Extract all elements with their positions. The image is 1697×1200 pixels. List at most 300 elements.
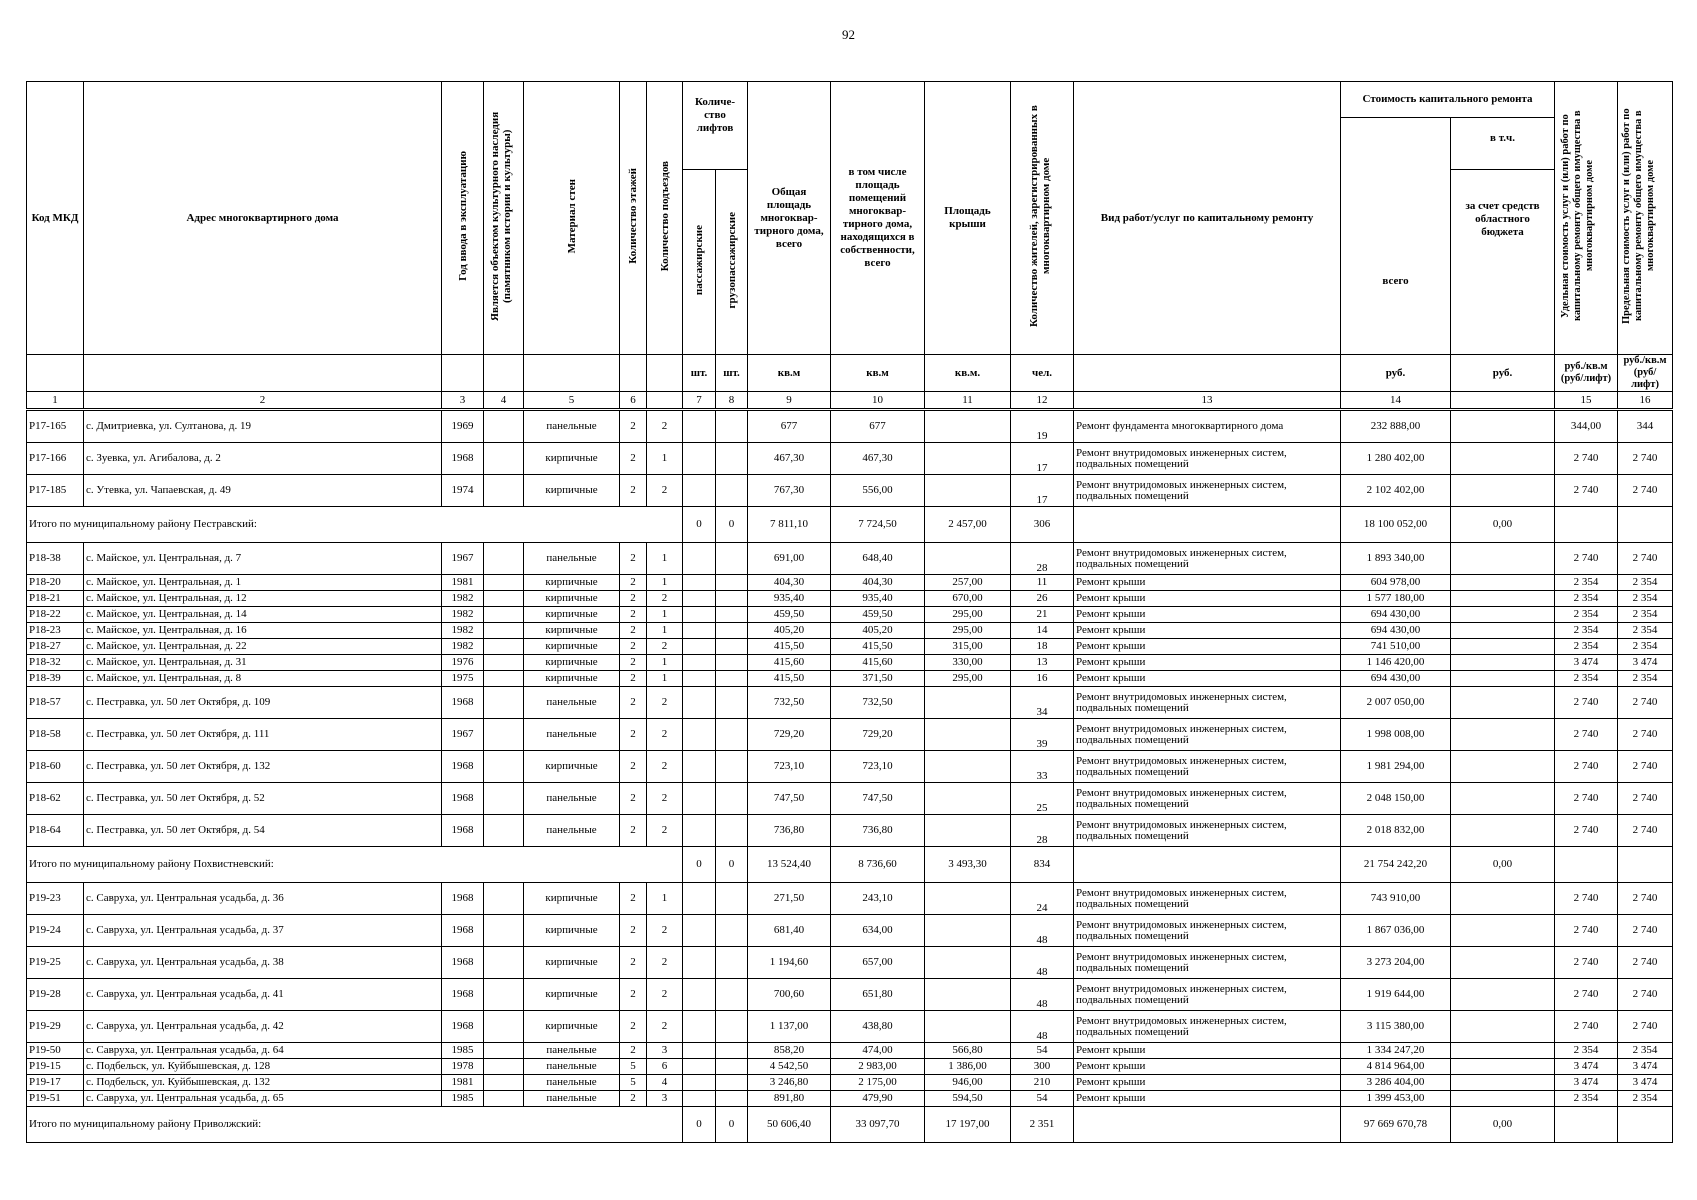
work-type: Ремонт внутридомовых инженерных систем, подвальных помещений: [1074, 687, 1341, 719]
unit-cost-cell: 2 740: [1555, 783, 1618, 815]
cost-cell: 2 048 150,00: [1341, 783, 1451, 815]
table-row: [27, 623, 1673, 639]
residents-cell: 48: [1011, 979, 1074, 1011]
column-number: 12: [1011, 392, 1074, 410]
unit-unit-cost: руб./кв.м (руб/лифт): [1555, 355, 1618, 392]
cost-cell: 1 334 247,20: [1341, 1043, 1451, 1059]
year-cell: 1968: [442, 687, 484, 719]
entrances-cell: 2: [647, 783, 683, 815]
unit-lifts-cargo: шт.: [716, 355, 748, 392]
mkd-code: Р19-50: [27, 1043, 84, 1059]
year-cell: 1985: [442, 1091, 484, 1107]
unit-max-cost: руб./кв.м (руб/лифт): [1618, 355, 1673, 392]
mkd-address: с. Майское, ул. Центральная, д. 16: [84, 623, 442, 639]
wall-material: кирпичные: [524, 475, 620, 507]
year-cell: 1985: [442, 1043, 484, 1059]
floors-cell: 2: [620, 543, 647, 575]
residents-cell: 33: [1011, 751, 1074, 783]
entrances-cell: 4: [647, 1075, 683, 1091]
entrances-cell: 6: [647, 1059, 683, 1075]
entrances-cell: 2: [647, 475, 683, 507]
mkd-address: с. Майское, ул. Центральная, д. 12: [84, 591, 442, 607]
work-type: Ремонт внутридомовых инженерных систем, подвальных помещений: [1074, 815, 1341, 847]
roof-area-cell: [925, 543, 1011, 575]
unit-cost-cell: 3 474: [1555, 655, 1618, 671]
wall-material: панельные: [524, 1059, 620, 1075]
lifts-cargo-cell: [716, 783, 748, 815]
year-cell: 1981: [442, 575, 484, 591]
max-cost-cell: 2 354: [1618, 671, 1673, 687]
work-type: Ремонт крыши: [1074, 1091, 1341, 1107]
max-cost-cell: 2 354: [1618, 1043, 1673, 1059]
unit-cost-cell: 2 354: [1555, 1043, 1618, 1059]
table-row: [27, 947, 1673, 979]
max-cost-cell: 2 740: [1618, 979, 1673, 1011]
lifts-cargo-cell: [716, 1075, 748, 1091]
regional-cost-cell: [1451, 575, 1555, 591]
lifts-cargo-cell: [716, 947, 748, 979]
wall-material: панельные: [524, 815, 620, 847]
wall-material: панельные: [524, 543, 620, 575]
year-cell: 1967: [442, 543, 484, 575]
total-residents: 306: [1011, 507, 1074, 543]
max-cost-cell: 3 474: [1618, 1059, 1673, 1075]
mkd-code: Р19-28: [27, 979, 84, 1011]
roof-area-cell: 295,00: [925, 671, 1011, 687]
wall-material: кирпичные: [524, 575, 620, 591]
wall-material: панельные: [524, 687, 620, 719]
total-area-cell: 415,50: [748, 671, 831, 687]
max-cost-cell: 2 740: [1618, 815, 1673, 847]
header-entrances: Количество подъездов: [658, 160, 671, 272]
table-row: [27, 783, 1673, 815]
unit-cost-cell: 2 354: [1555, 671, 1618, 687]
wall-material: кирпичные: [524, 1011, 620, 1043]
entrances-cell: 1: [647, 623, 683, 639]
lifts-pass-cell: [683, 815, 716, 847]
year-cell: 1967: [442, 719, 484, 751]
cost-cell: 1 893 340,00: [1341, 543, 1451, 575]
mkd-code: Р19-17: [27, 1075, 84, 1091]
entrances-cell: 2: [647, 915, 683, 947]
column-number: 7: [683, 392, 716, 410]
res-area-cell: 648,40: [831, 543, 925, 575]
header-lifts: Количе-ство лифтов: [683, 82, 748, 170]
heritage-cell: [484, 815, 524, 847]
max-cost-cell: 2 354: [1618, 1091, 1673, 1107]
heritage-cell: [484, 915, 524, 947]
wall-material: панельные: [524, 1091, 620, 1107]
total-area-cell: 1 194,60: [748, 947, 831, 979]
unit-cost-cell: 2 740: [1555, 815, 1618, 847]
mkd-code: Р19-15: [27, 1059, 84, 1075]
lifts-cargo-cell: [716, 655, 748, 671]
mkd-address: с. Майское, ул. Центральная, д. 14: [84, 607, 442, 623]
column-number: 4: [484, 392, 524, 410]
mkd-address: с. Савруха, ул. Центральная усадьба, д. 42: [84, 1011, 442, 1043]
table-row: [27, 815, 1673, 847]
cost-cell: 2 018 832,00: [1341, 815, 1451, 847]
header-address: Адрес многоквартирного дома: [84, 82, 442, 355]
entrances-cell: 2: [647, 591, 683, 607]
year-cell: 1982: [442, 607, 484, 623]
total-lifts-cargo: 0: [716, 847, 748, 883]
lifts-pass-cell: [683, 1091, 716, 1107]
unit-cost-cell: 2 354: [1555, 639, 1618, 655]
district-total-label: Итого по муниципальному району Похвистневский:: [27, 847, 683, 883]
total-lifts-cargo: 0: [716, 507, 748, 543]
mkd-address: с. Майское, ул. Центральная, д. 8: [84, 671, 442, 687]
heritage-cell: [484, 607, 524, 623]
mkd-code: Р18-60: [27, 751, 84, 783]
floors-cell: 2: [620, 783, 647, 815]
regional-cost-cell: [1451, 815, 1555, 847]
mkd-address: с. Савруха, ул. Центральная усадьба, д. 37: [84, 915, 442, 947]
work-type: Ремонт крыши: [1074, 623, 1341, 639]
total-area-cell: 415,60: [748, 655, 831, 671]
floors-cell: 2: [620, 751, 647, 783]
cost-cell: 694 430,00: [1341, 607, 1451, 623]
floors-cell: 2: [620, 410, 647, 443]
residents-cell: 54: [1011, 1091, 1074, 1107]
table-row: [27, 1091, 1673, 1107]
lifts-pass-cell: [683, 543, 716, 575]
header-year: Год ввода в эксплуатацию: [456, 151, 469, 281]
empty-cell: [1555, 507, 1618, 543]
year-cell: 1982: [442, 591, 484, 607]
cost-cell: 1 867 036,00: [1341, 915, 1451, 947]
entrances-cell: 1: [647, 443, 683, 475]
year-cell: 1968: [442, 443, 484, 475]
column-number: 5: [524, 392, 620, 410]
work-type: Ремонт внутридомовых инженерных систем, подвальных помещений: [1074, 719, 1341, 751]
entrances-cell: 2: [647, 1011, 683, 1043]
mkd-address: с. Савруха, ул. Центральная усадьба, д. 65: [84, 1091, 442, 1107]
entrances-cell: 2: [647, 719, 683, 751]
mkd-address: с. Подбельск, ул. Куйбышевская, д. 128: [84, 1059, 442, 1075]
year-cell: 1975: [442, 671, 484, 687]
regional-cost-cell: [1451, 475, 1555, 507]
unit-cost-cell: 2 740: [1555, 947, 1618, 979]
work-type: Ремонт внутридомовых инженерных систем, подвальных помещений: [1074, 443, 1341, 475]
max-cost-cell: 2 740: [1618, 915, 1673, 947]
regional-cost-cell: [1451, 607, 1555, 623]
floors-cell: 2: [620, 687, 647, 719]
residents-cell: 17: [1011, 443, 1074, 475]
mkd-code: Р18-23: [27, 623, 84, 639]
unit-cost-cell: 2 740: [1555, 979, 1618, 1011]
heritage-cell: [484, 783, 524, 815]
year-cell: 1982: [442, 639, 484, 655]
unit-cost-cell: 2 354: [1555, 623, 1618, 639]
cost-cell: 3 115 380,00: [1341, 1011, 1451, 1043]
lifts-cargo-cell: [716, 815, 748, 847]
unit-cost-cell: 2 354: [1555, 575, 1618, 591]
max-cost-cell: 2 740: [1618, 883, 1673, 915]
work-type: Ремонт внутридомовых инженерных систем, подвальных помещений: [1074, 783, 1341, 815]
year-cell: 1968: [442, 1011, 484, 1043]
lifts-cargo-cell: [716, 1043, 748, 1059]
district-total-label: Итого по муниципальному району Приволжский:: [27, 1107, 683, 1143]
mkd-code: Р18-64: [27, 815, 84, 847]
lifts-pass-cell: [683, 883, 716, 915]
heritage-cell: [484, 751, 524, 783]
lifts-cargo-cell: [716, 751, 748, 783]
lifts-cargo-cell: [716, 410, 748, 443]
roof-area-cell: [925, 915, 1011, 947]
year-cell: 1981: [442, 1075, 484, 1091]
lifts-pass-cell: [683, 607, 716, 623]
total-lifts-pass: 0: [683, 847, 716, 883]
heritage-cell: [484, 883, 524, 915]
residents-cell: 16: [1011, 671, 1074, 687]
cost-cell: 743 910,00: [1341, 883, 1451, 915]
max-cost-cell: 2 740: [1618, 783, 1673, 815]
header-lifts-pass: пассажирские: [693, 224, 705, 296]
heritage-cell: [484, 475, 524, 507]
res-area-cell: 556,00: [831, 475, 925, 507]
entrances-cell: 2: [647, 410, 683, 443]
floors-cell: 2: [620, 623, 647, 639]
total-area-cell: 729,20: [748, 719, 831, 751]
unit-cost-total: руб.: [1341, 355, 1451, 392]
unit-cost-cell: 2 740: [1555, 475, 1618, 507]
column-number: 13: [1074, 392, 1341, 410]
mkd-address: с. Майское, ул. Центральная, д. 7: [84, 543, 442, 575]
residents-cell: 48: [1011, 915, 1074, 947]
entrances-cell: 3: [647, 1043, 683, 1059]
table-body: [27, 410, 1673, 1143]
entrances-cell: 2: [647, 947, 683, 979]
roof-area-cell: 594,50: [925, 1091, 1011, 1107]
regional-cost-cell: [1451, 915, 1555, 947]
total-area-cell: 404,30: [748, 575, 831, 591]
mkd-address: с. Пестравка, ул. 50 лет Октября, д. 111: [84, 719, 442, 751]
header-work: Вид работ/услуг по капитальному ремонту: [1074, 82, 1341, 355]
table-row: [27, 655, 1673, 671]
res-area-cell: 732,50: [831, 687, 925, 719]
regional-cost-cell: [1451, 751, 1555, 783]
cost-cell: 2 102 402,00: [1341, 475, 1451, 507]
wall-material: кирпичные: [524, 639, 620, 655]
mkd-code: Р17-165: [27, 410, 84, 443]
header-lifts-cargo: грузопассажирские: [725, 211, 738, 309]
total-area-cell: 467,30: [748, 443, 831, 475]
work-type: Ремонт крыши: [1074, 607, 1341, 623]
table-row: [27, 1075, 1673, 1091]
unit-roof-area: кв.м.: [925, 355, 1011, 392]
total-area-cell: 271,50: [748, 883, 831, 915]
cost-cell: 3 273 204,00: [1341, 947, 1451, 979]
residents-cell: 26: [1011, 591, 1074, 607]
regional-cost-cell: [1451, 1011, 1555, 1043]
lifts-cargo-cell: [716, 443, 748, 475]
floors-cell: 2: [620, 979, 647, 1011]
mkd-address: с. Савруха, ул. Центральная усадьба, д. 41: [84, 979, 442, 1011]
lifts-cargo-cell: [716, 639, 748, 655]
total-res-area: 8 736,60: [831, 847, 925, 883]
res-area-cell: 415,60: [831, 655, 925, 671]
res-area-cell: 651,80: [831, 979, 925, 1011]
mkd-address: с. Савруха, ул. Центральная усадьба, д. 64: [84, 1043, 442, 1059]
mkd-address: с. Пестравка, ул. 50 лет Октября, д. 54: [84, 815, 442, 847]
roof-area-cell: 1 386,00: [925, 1059, 1011, 1075]
lifts-pass-cell: [683, 1011, 716, 1043]
roof-area-cell: 295,00: [925, 623, 1011, 639]
lifts-pass-cell: [683, 979, 716, 1011]
floors-cell: 2: [620, 1043, 647, 1059]
res-area-cell: 405,20: [831, 623, 925, 639]
wall-material: панельные: [524, 783, 620, 815]
roof-area-cell: [925, 783, 1011, 815]
wall-material: панельные: [524, 1075, 620, 1091]
res-area-cell: 677: [831, 410, 925, 443]
lifts-pass-cell: [683, 1075, 716, 1091]
total-area-cell: 723,10: [748, 751, 831, 783]
year-cell: 1968: [442, 883, 484, 915]
total-regional-cost: 0,00: [1451, 847, 1555, 883]
cost-cell: 1 998 008,00: [1341, 719, 1451, 751]
column-number: 2: [84, 392, 442, 410]
total-area-cell: 415,50: [748, 639, 831, 655]
unit-cost-regional: руб.: [1451, 355, 1555, 392]
header-total-area: Общая площадь многоквар-тирного дома, всего: [748, 82, 831, 355]
empty-cell: [1074, 507, 1341, 543]
total-area-cell: 4 542,50: [748, 1059, 831, 1075]
roof-area-cell: [925, 751, 1011, 783]
table-row: [27, 915, 1673, 947]
unit-cost-cell: 2 740: [1555, 443, 1618, 475]
total-area-cell: 459,50: [748, 607, 831, 623]
column-number: 3: [442, 392, 484, 410]
residents-cell: 54: [1011, 1043, 1074, 1059]
roof-area-cell: [925, 443, 1011, 475]
total-res-area: 7 724,50: [831, 507, 925, 543]
header-residents: Количество жителей, зарегистрированных в многоквартирном доме: [1028, 105, 1052, 327]
work-type: Ремонт внутридомовых инженерных систем, подвальных помещений: [1074, 947, 1341, 979]
regional-cost-cell: [1451, 687, 1555, 719]
total-area: 13 524,40: [748, 847, 831, 883]
total-area-cell: 1 137,00: [748, 1011, 831, 1043]
lifts-pass-cell: [683, 575, 716, 591]
lifts-cargo-cell: [716, 687, 748, 719]
cost-cell: 1 577 180,00: [1341, 591, 1451, 607]
heritage-cell: [484, 1059, 524, 1075]
entrances-cell: 2: [647, 687, 683, 719]
unit-cost-cell: 344,00: [1555, 410, 1618, 443]
res-area-cell: 415,50: [831, 639, 925, 655]
year-cell: 1976: [442, 655, 484, 671]
unit-lifts-pass: шт.: [683, 355, 716, 392]
heritage-cell: [484, 443, 524, 475]
residents-cell: 21: [1011, 607, 1074, 623]
total-lifts-pass: 0: [683, 1107, 716, 1143]
max-cost-cell: 2 354: [1618, 591, 1673, 607]
heritage-cell: [484, 591, 524, 607]
wall-material: кирпичные: [524, 443, 620, 475]
mkd-code: Р18-39: [27, 671, 84, 687]
floors-cell: 2: [620, 719, 647, 751]
max-cost-cell: 2 354: [1618, 607, 1673, 623]
lifts-pass-cell: [683, 1043, 716, 1059]
mkd-code: Р18-20: [27, 575, 84, 591]
year-cell: 1968: [442, 815, 484, 847]
lifts-cargo-cell: [716, 915, 748, 947]
lifts-cargo-cell: [716, 979, 748, 1011]
floors-cell: 2: [620, 443, 647, 475]
roof-area-cell: [925, 883, 1011, 915]
residents-cell: 13: [1011, 655, 1074, 671]
regional-cost-cell: [1451, 947, 1555, 979]
cost-cell: 4 814 964,00: [1341, 1059, 1451, 1075]
mkd-address: с. Майское, ул. Центральная, д. 1: [84, 575, 442, 591]
total-area-cell: 891,80: [748, 1091, 831, 1107]
total-area: 50 606,40: [748, 1107, 831, 1143]
residents-cell: 14: [1011, 623, 1074, 639]
column-number: 15: [1555, 392, 1618, 410]
roof-area-cell: 315,00: [925, 639, 1011, 655]
residents-cell: 48: [1011, 947, 1074, 979]
table-row: [27, 671, 1673, 687]
max-cost-cell: 2 740: [1618, 947, 1673, 979]
work-type: Ремонт крыши: [1074, 1075, 1341, 1091]
page-number: 92: [842, 27, 855, 42]
regional-cost-cell: [1451, 1091, 1555, 1107]
lifts-pass-cell: [683, 687, 716, 719]
heritage-cell: [484, 655, 524, 671]
lifts-cargo-cell: [716, 575, 748, 591]
lifts-pass-cell: [683, 915, 716, 947]
work-type: Ремонт крыши: [1074, 1043, 1341, 1059]
year-cell: 1968: [442, 915, 484, 947]
unit-total-area: кв.м: [748, 355, 831, 392]
max-cost-cell: 2 740: [1618, 443, 1673, 475]
mkd-address: с. Подбельск, ул. Куйбышевская, д. 132: [84, 1075, 442, 1091]
total-area-cell: 405,20: [748, 623, 831, 639]
work-type: Ремонт крыши: [1074, 639, 1341, 655]
column-number: 10: [831, 392, 925, 410]
max-cost-cell: 3 474: [1618, 655, 1673, 671]
district-total-row: [27, 507, 1673, 543]
heritage-cell: [484, 1091, 524, 1107]
regional-cost-cell: [1451, 639, 1555, 655]
table-row: [27, 1043, 1673, 1059]
roof-area-cell: [925, 410, 1011, 443]
heritage-cell: [484, 719, 524, 751]
floors-cell: 2: [620, 591, 647, 607]
column-number: 1: [27, 392, 84, 410]
work-type: Ремонт крыши: [1074, 671, 1341, 687]
unit-residents: чел.: [1011, 355, 1074, 392]
mkd-address: с. Пестравка, ул. 50 лет Октября, д. 52: [84, 783, 442, 815]
roof-area-cell: [925, 687, 1011, 719]
total-area-cell: 747,50: [748, 783, 831, 815]
wall-material: кирпичные: [524, 751, 620, 783]
unit-cost-cell: 2 740: [1555, 1011, 1618, 1043]
header-unit-cost: Удельная стоимость услуг и (или) работ по капитальному ремонту общего имущества в многоквартирном доме: [1560, 110, 1596, 322]
mkd-code: Р18-57: [27, 687, 84, 719]
year-cell: 1969: [442, 410, 484, 443]
district-total-label: Итого по муниципальному району Пестравский:: [27, 507, 683, 543]
total-cost: 18 100 052,00: [1341, 507, 1451, 543]
regional-cost-cell: [1451, 543, 1555, 575]
heritage-cell: [484, 979, 524, 1011]
lifts-pass-cell: [683, 1059, 716, 1075]
roof-area-cell: [925, 1011, 1011, 1043]
res-area-cell: 243,10: [831, 883, 925, 915]
lifts-cargo-cell: [716, 607, 748, 623]
roof-area-cell: 670,00: [925, 591, 1011, 607]
